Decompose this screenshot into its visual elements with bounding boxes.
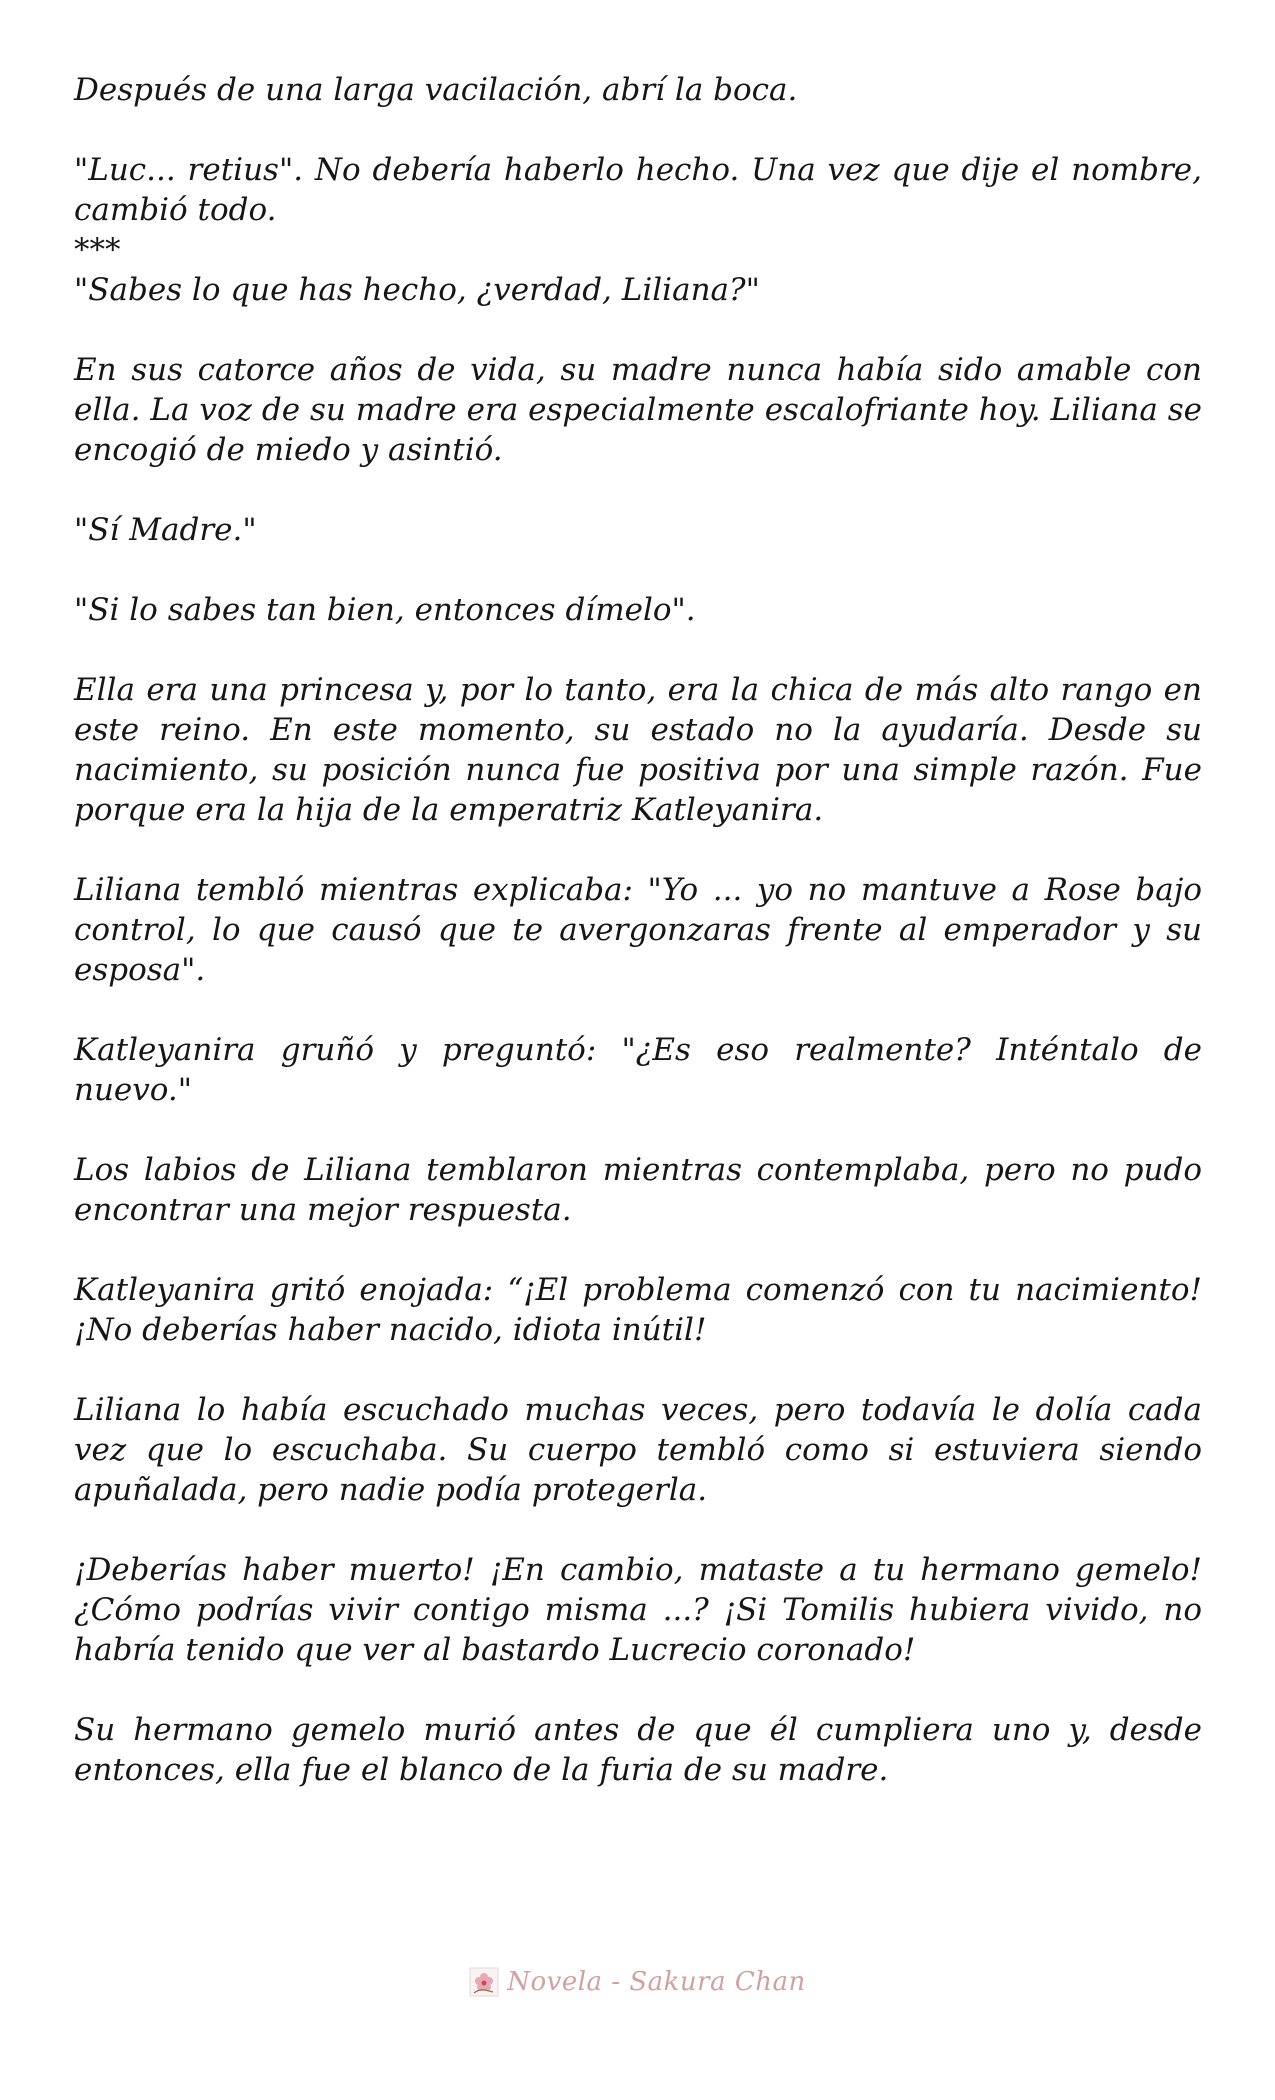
paragraph-5: "Sí Madre." <box>74 512 257 548</box>
paragraph-14: Su hermano gemelo murió antes de que él cumpliera uno y, desde entonces, ella fue el blanco de la furia de su madre. <box>74 1712 1202 1788</box>
paragraph-12: Liliana lo había escuchado muchas veces, pero todavía le dolía cada vez que lo escuchaba. Su cuerpo tembló como si estuviera siendo apuñalada, pero nadie podía protegerla. <box>74 1392 1202 1508</box>
paragraph-2: "Luc... retius". No debería haberlo hecho. Una vez que dije el nombre, cambió todo. <box>74 152 1202 228</box>
paragraph-8: Liliana tembló mientras explicaba: "Yo ... yo no mantuve a Rose bajo control, lo que causó que te avergonzaras frente al emperador y su esposa". <box>74 872 1202 988</box>
paragraph-10: Los labios de Liliana temblaron mientras contemplaba, pero no pudo encontrar una mejor respuesta. <box>74 1152 1202 1228</box>
paragraph-7: Ella era una princesa y, por lo tanto, era la chica de más alto rango en este reino. En este momento, su estado no la ayudaría. Desde su nacimiento, su posición nunca fue positiva por una simple razón. Fue porque era la hija de la emperatriz Katleyanira. <box>74 672 1202 828</box>
footer-watermark-text: Novela - Sakura Chan <box>507 1967 806 1997</box>
paragraph-1: Después de una larga vacilación, abrí la boca. <box>74 72 798 108</box>
document-body <box>74 70 1202 1830</box>
footer-watermark <box>0 1962 1275 2002</box>
scene-break: *** <box>74 232 121 268</box>
sakura-flower-icon <box>469 1967 499 1997</box>
paragraph-3: "Sabes lo que has hecho, ¿verdad, Liliana?" <box>74 272 760 308</box>
paragraph-13: ¡Deberías haber muerto! ¡En cambio, mataste a tu hermano gemelo! ¿Cómo podrías vivir contigo misma ...? ¡Si Tomilis hubiera vivido, no habría tenido que ver al bastardo Lucrecio coronado! <box>74 1552 1202 1668</box>
paragraph-11: Katleyanira gritó enojada: “¡El problema comenzó con tu nacimiento! ¡No deberías haber nacido, idiota inútil! <box>74 1272 1202 1348</box>
paragraph-9: Katleyanira gruñó y preguntó: "¿Es eso realmente? Inténtalo de nuevo." <box>74 1032 1202 1108</box>
paragraph-4: En sus catorce años de vida, su madre nunca había sido amable con ella. La voz de su madre era especialmente escalofriante hoy. Liliana se encogió de miedo y asintió. <box>74 352 1202 468</box>
paragraph-6: "Si lo sabes tan bien, entonces dímelo". <box>74 592 696 628</box>
